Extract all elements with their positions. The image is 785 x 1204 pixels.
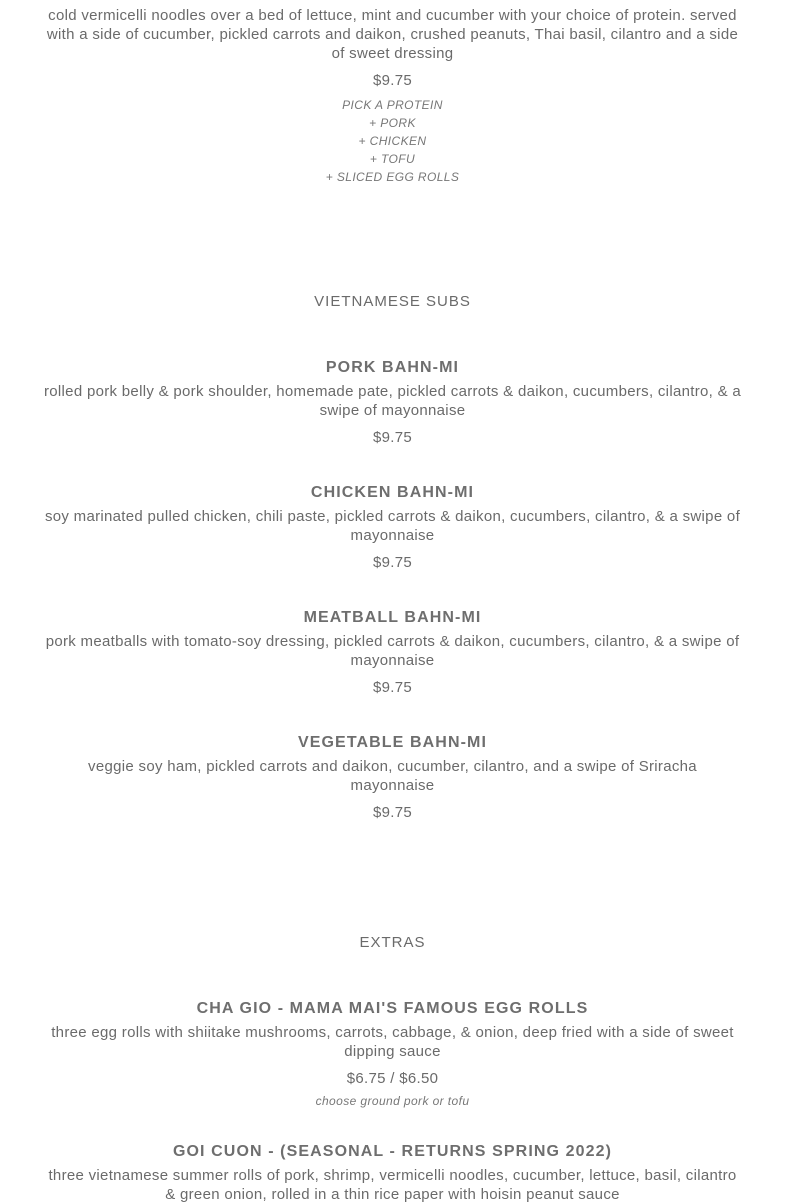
item-description: rolled pork belly & pork shoulder, homemade pate, pickled carrots & daikon, cucumbers, cilantro, & a swipe of mayonnaise xyxy=(43,383,741,419)
section-title-extras: EXTRAS xyxy=(359,934,426,951)
section-title-subs: VIETNAMESE SUBS xyxy=(314,293,471,310)
top-menu-item xyxy=(0,6,785,186)
option-tofu: + TOFU xyxy=(369,152,416,166)
item-price: $9.75 xyxy=(372,679,413,696)
option-chicken: + CHICKEN xyxy=(358,134,427,148)
menu-item-goi-cuon xyxy=(0,1142,785,1204)
item-name: GOI CUON - (SEASONAL - RETURNS SPRING 2022) xyxy=(172,1143,613,1160)
item-name: VEGETABLE BAHN-MI xyxy=(297,734,488,751)
item-price: $9.75 xyxy=(372,554,413,571)
menu-item-chicken-bahn-mi xyxy=(0,483,785,572)
item-description: cold vermicelli noodles over a bed of lettuce, mint and cucumber with your choice of protein. served with a side of cucumber, pickled carrots and daikon, crushed peanuts, Thai basil, cilantro and a side of sweet dressing xyxy=(46,7,739,62)
item-description: three egg rolls with shiitake mushrooms, carrots, cabbage, & onion, deep fried with a side of sweet dipping sauce xyxy=(51,1024,734,1060)
item-price: $9.75 xyxy=(372,429,413,446)
option-header: PICK A PROTEIN xyxy=(342,98,443,112)
item-description: pork meatballs with tomato-soy dressing, pickled carrots & daikon, cucumbers, cilantro, & a swipe of mayonnaise xyxy=(45,633,740,669)
protein-options xyxy=(0,96,785,186)
item-price: $6.75 / $6.50 xyxy=(346,1070,439,1087)
item-description: soy marinated pulled chicken, chili paste, pickled carrots & daikon, cucumbers, cilantro, & a swipe of mayonnaise xyxy=(44,508,741,544)
option-sliced-egg-rolls: + SLICED EGG ROLLS xyxy=(325,170,460,184)
item-note: choose ground pork or tofu xyxy=(315,1094,470,1108)
menu-item-cha-gio xyxy=(0,999,785,1108)
menu-item-vegetable-bahn-mi xyxy=(0,733,785,822)
menu-item-meatball-bahn-mi xyxy=(0,608,785,697)
menu-item-pork-bahn-mi xyxy=(0,358,785,447)
item-price: $9.75 xyxy=(372,804,413,821)
item-description: three vietnamese summer rolls of pork, shrimp, vermicelli noodles, cucumber, lettuce, basil, cilantro & green onion, rolled in a thin rice paper with hoisin peanut sauce xyxy=(48,1167,737,1203)
item-name: CHA GIO - MAMA MAI'S FAMOUS EGG ROLLS xyxy=(196,1000,589,1017)
item-description: veggie soy ham, pickled carrots and daikon, cucumber, cilantro, and a swipe of Sriracha mayonnaise xyxy=(88,758,697,794)
item-name: PORK BAHN-MI xyxy=(325,359,460,376)
item-name: CHICKEN BAHN-MI xyxy=(310,484,475,501)
item-name: MEATBALL BAHN-MI xyxy=(303,609,482,626)
item-price: $9.75 xyxy=(372,72,413,89)
option-pork: + PORK xyxy=(369,116,416,130)
